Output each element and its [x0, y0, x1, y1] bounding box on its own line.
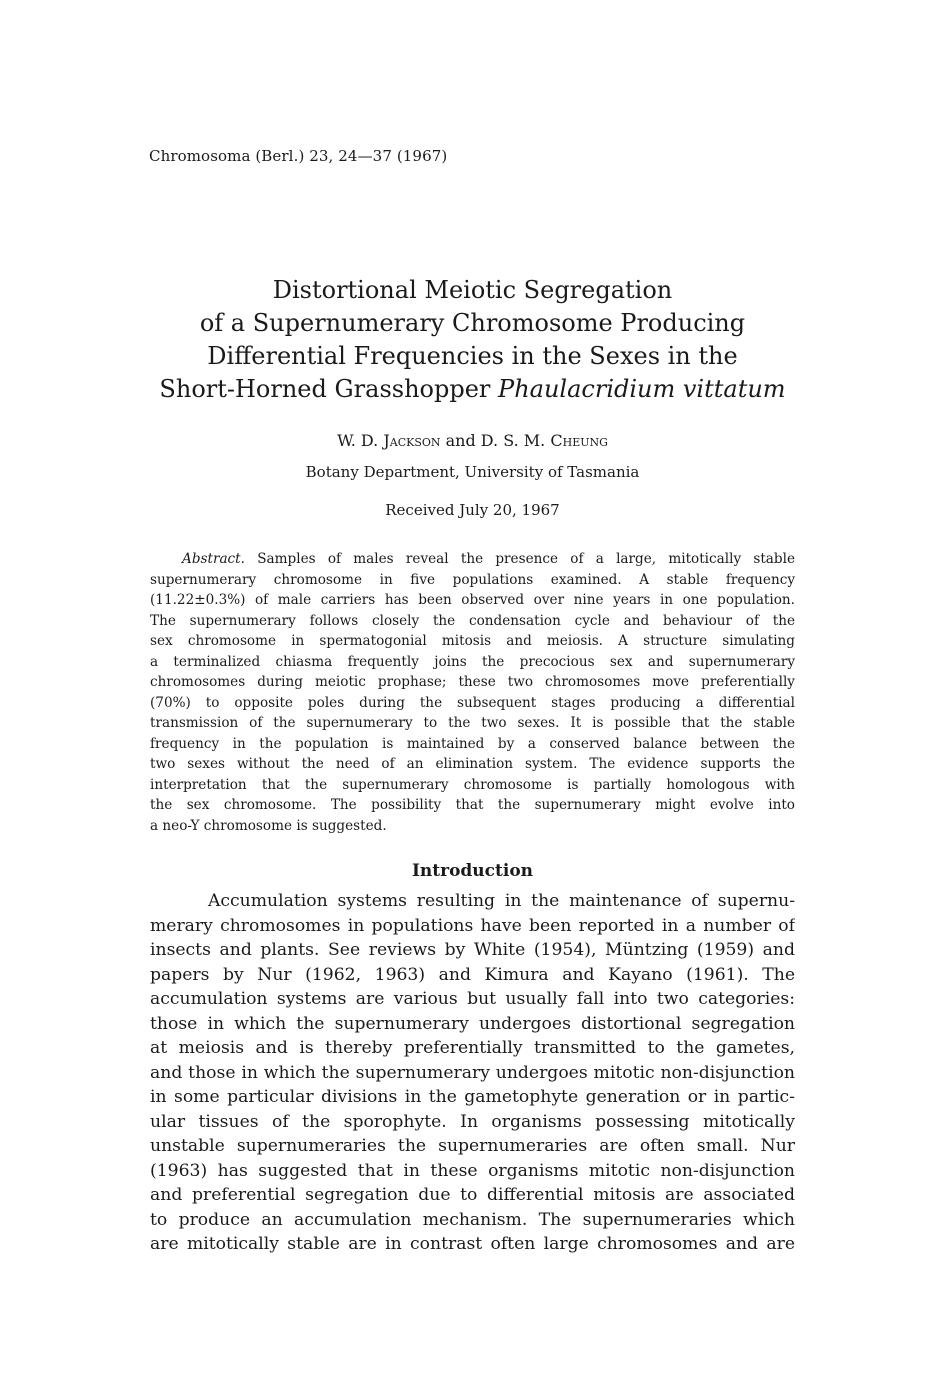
body-line: ular tissues of the sporophyte. In organisms possessing mitotically [150, 1111, 795, 1132]
body-line: merary chromosomes in populations have been reported in a number of [150, 915, 795, 936]
body-line: to produce an accumulation mechanism. The supernumeraries which [150, 1209, 795, 1230]
title-line-3: Differential Frequencies in the Sexes in the [207, 342, 738, 370]
species-name: Phaulacridium vittatum [498, 375, 786, 403]
abstract-line: transmission of the supernumerary to the two sexes. It is possible that the stable [150, 715, 795, 731]
body-line: papers by Nur (1962, 1963) and Kimura and Kayano (1961). The [150, 964, 795, 985]
abstract-line: (70%) to opposite poles during the subsequent stages producing a differential [150, 694, 795, 711]
received-date: Received July 20, 1967 [385, 501, 560, 519]
body-line: and preferential segregation due to differential mitosis are associated [150, 1185, 795, 1205]
abstract-line: (11.22±0.3%) of male carriers has been observed over nine years in one population. [150, 592, 795, 608]
title-line-1: Distortional Meiotic Segregation [272, 276, 673, 304]
title-line-4 [150, 373, 795, 406]
abstract-line: the sex chromosome. The possibility that the supernumerary might evolve into [150, 797, 795, 813]
author-list [150, 431, 795, 450]
body-line: and those in which the supernumerary undergoes mitotic non-disjunction [150, 1062, 795, 1083]
abstract-line: a neo-Y chromosome is suggested. [150, 817, 387, 834]
author-joiner: and [445, 431, 476, 450]
body-line: are mitotically stable are in contrast often large chromosomes and are [150, 1234, 795, 1254]
author-1-surname: Jackson [383, 431, 441, 450]
title-line-4-plain: Short-Horned Grasshopper [159, 375, 491, 403]
abstract-line: interpretation that the supernumerary chromosome is partially homologous with [150, 776, 795, 793]
abstract-label: Abstract. [182, 551, 245, 567]
body-line: accumulation systems are various but usually fall into two categories: [150, 989, 795, 1009]
body-line: insects and plants. See reviews by White (1954), Müntzing (1959) and [150, 940, 795, 960]
introduction-body [150, 889, 795, 1257]
author-2-surname: Cheung [550, 431, 608, 450]
title-line-2: of a Supernumerary Chromosome Producing [199, 309, 746, 337]
body-line: Accumulation systems resulting in the maintenance of supernu- [208, 891, 795, 911]
paper-title [150, 274, 795, 406]
journal-reference: Chromosoma (Berl.) 23, 24—37 (1967) [149, 147, 448, 165]
abstract-line: sex chromosome in spermatogonial mitosis and meiosis. A structure simulating [150, 633, 795, 649]
body-line: (1963) has suggested that in these organisms mitotic non-disjunction [150, 1160, 795, 1181]
abstract-line: Abstract. Samples of males reveal the presence of a large, mitotically stable [182, 551, 795, 567]
affiliation: Botany Department, University of Tasmania [305, 463, 640, 481]
body-line: in some particular divisions in the gametophyte generation or in partic- [150, 1087, 795, 1107]
author-2-initials: D. S. M. [480, 431, 546, 450]
abstract-line: chromosomes during meiotic prophase; these two chromosomes move preferentially [150, 674, 795, 690]
section-heading: Introduction [411, 861, 534, 881]
body-line: those in which the supernumerary undergoes distortional segregation [150, 1013, 795, 1034]
abstract-line: a terminalized chiasma frequently joins the precocious sex and supernumerary [150, 653, 795, 670]
body-line: unstable supernumeraries the supernumeraries are often small. Nur [150, 1136, 795, 1156]
abstract-line: two sexes without the need of an elimination system. The evidence supports the [150, 756, 795, 772]
body-line: at meiosis and is thereby preferentially transmitted to the gametes, [150, 1038, 795, 1058]
abstract [150, 549, 795, 836]
abstract-line: supernumerary chromosome in five populations examined. A stable frequency [150, 571, 795, 588]
abstract-line: The supernumerary follows closely the condensation cycle and behaviour of the [150, 612, 795, 629]
author-1-initials: W. D. [337, 431, 379, 450]
abstract-line: frequency in the population is maintained by a conserved balance between the [150, 735, 795, 752]
